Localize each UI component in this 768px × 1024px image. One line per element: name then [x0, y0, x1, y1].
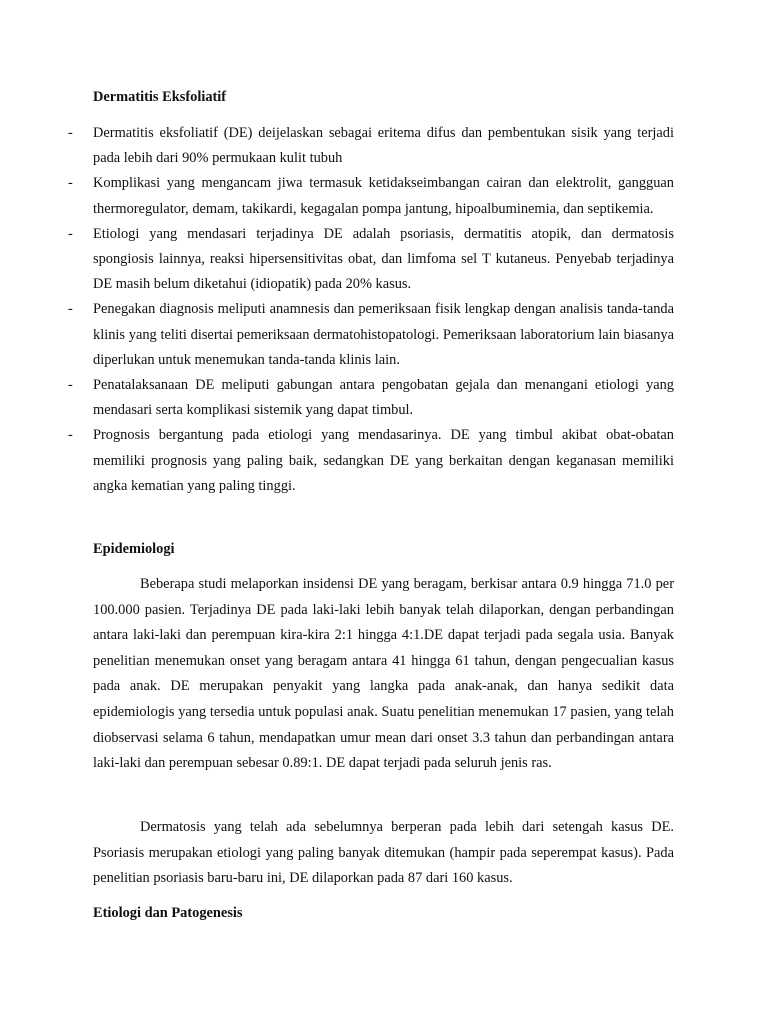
- bullet-text: Prognosis bergantung pada etiologi yang mendasarinya. DE yang timbul akibat obat-obatan memiliki prognosis yang paling baik, sedangkan DE yang berkaitan dengan keganasan memiliki angka kematian yang paling tinggi.: [93, 427, 674, 494]
- bullet-marker: -: [68, 125, 73, 141]
- section-heading-etiologi-patogenesis: Etiologi dan Patogenesis: [93, 905, 243, 921]
- bullet-item: [68, 121, 674, 171]
- bullet-marker: -: [68, 377, 73, 394]
- bullet-item: [68, 171, 674, 221]
- bullet-text: Komplikasi yang mengancam jiwa termasuk ketidakseimbangan cairan dan elektrolit, gangguan thermoregulator, demam, takikardi, kegagalan pompa jantung, hipoalbuminemia, dan septikemia.: [93, 175, 674, 217]
- bullet-marker: -: [68, 427, 73, 444]
- bullet-text: Penegakan diagnosis meliputi anamnesis dan pemeriksaan fisik lengkap dengan analisis tanda-tanda klinis yang teliti disertai pemeriksaan dermatohistopatologi. Pemeriksaan laboratorium lain biasanya diperlukan untuk menemukan tanda-tanda klinis lain.: [93, 301, 674, 368]
- bullet-text: Penatalaksanaan DE meliputi gabungan antara pengobatan gejala dan menangani etiologi yang mendasari serta komplikasi sistemik yang dapat timbul.: [93, 377, 674, 419]
- bullet-text: Dermatitis eksfoliatif (DE) deijelaskan sebagai eritema difus dan pembentukan sisik yang terjadi pada lebih dari 90% permukaan kulit tubuh: [93, 125, 674, 167]
- section-heading-dermatitis-eksfoliatif: Dermatitis Eksfoliatif: [93, 89, 227, 105]
- bullet-list: [68, 121, 674, 499]
- paragraph-epidemiologi-1: Beberapa studi melaporkan insidensi DE yang beragam, berkisar antara 0.9 hingga 71.0 per 100.000 pasien. Terjadinya DE pada laki-laki lebih banyak telah dilaporkan, dengan perbandingan antara laki-laki dan perempuan kira-kira 2:1 hingga 4:1.DE dapat terjadi pada segala usia. Banyak penelitian menemukan onset yang beragam antara 41 hingga 61 tahun, dengan pengecualian kasus pada anak. DE merupakan penyakit yang langka pada anak-anak, dan hanya sedikit data epidemiologis yang tersedia untuk populasi anak. Suatu penelitian menemukan 17 pasien, yang telah diobservasi selama 6 tahun, mendapatkan umur mean dari onset 3.3 tahun dan perbandingan antara laki-laki dan perempuan sebesar 0.89:1. DE dapat terjadi pada seluruh jenis ras.: [93, 576, 674, 772]
- bullet-item: [68, 423, 674, 499]
- section-heading-epidemiologi: Epidemiologi: [93, 541, 175, 557]
- bullet-item: [68, 373, 674, 423]
- bullet-marker: -: [68, 301, 73, 318]
- bullet-marker: -: [68, 225, 73, 242]
- bullet-marker: -: [68, 175, 73, 192]
- bullet-item: [68, 297, 674, 373]
- bullet-item: [68, 222, 674, 298]
- paragraph-epidemiologi-2: Dermatosis yang telah ada sebelumnya berperan pada lebih dari setengah kasus DE. Psoriasis merupakan etiologi yang paling banyak ditemukan (hampir pada seperempat kasus). Pada penelitian psoriasis baru-baru ini, DE dilaporkan pada 87 dari 160 kasus.: [93, 819, 674, 887]
- bullet-text: Etiologi yang mendasari terjadinya DE adalah psoriasis, dermatitis atopik, dan dermatosis spongiosis lainnya, reaksi hipersensitivitas obat, dan limfoma sel T kutaneus. Penyebab terjadinya DE masih belum diketahui (idiopatik) pada 20% kasus.: [93, 225, 674, 293]
